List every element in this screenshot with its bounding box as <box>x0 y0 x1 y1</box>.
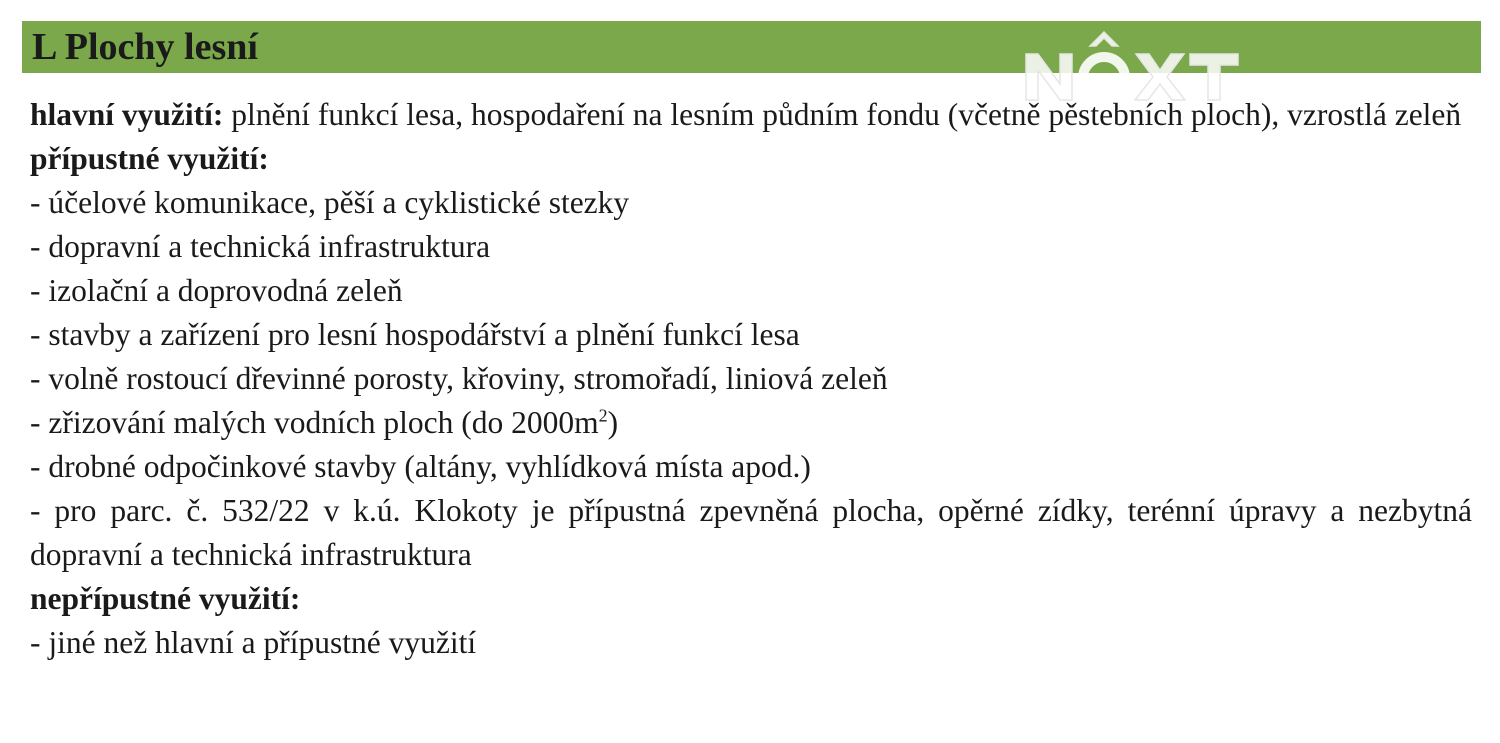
prohibited-item: - jiné než hlavní a přípustné využití <box>30 625 477 660</box>
water-area-closing: ) <box>607 405 619 440</box>
main-use-paragraph <box>30 93 1472 137</box>
permitted-item-parcel: - pro parc. č. 532/22 v k.ú. Klokoty je přípustná zpevněná plocha, opěrné zídky, terénní úpravy a nezbytná dopravní a technická infrastruktura <box>30 493 1472 572</box>
area-unit-superscript: 2 <box>598 405 608 426</box>
permitted-use-label: přípustné využití: <box>30 141 269 176</box>
regulation-content <box>30 93 1472 665</box>
permitted-item: - stavby a zařízení pro lesní hospodářství a plnění funkcí lesa <box>30 317 800 352</box>
prohibited-use-label: nepřípustné využití: <box>30 581 301 616</box>
water-area-text: - zřizování malých vodních ploch (do 2000m <box>30 405 599 440</box>
section-heading-bar <box>22 21 1481 73</box>
permitted-item-water-area <box>30 401 1472 445</box>
main-use-label: hlavní využití: <box>30 97 224 132</box>
permitted-item: - drobné odpočinkové stavby (altány, vyhlídková místa apod.) <box>30 449 811 484</box>
permitted-item: - izolační a doprovodná zeleň <box>30 273 403 308</box>
permitted-item: - dopravní a technická infrastruktura <box>30 229 491 264</box>
permitted-item: - volně rostoucí dřevinné porosty, křoviny, stromořadí, liniová zeleň <box>30 361 888 396</box>
section-title: L Plochy lesní <box>32 26 258 68</box>
main-use-text: plnění funkcí lesa, hospodaření na lesním půdním fondu (včetně pěstebních ploch), vzrostlá zeleň <box>231 97 1462 132</box>
permitted-item: - účelové komunikace, pěší a cyklistické stezky <box>30 185 630 220</box>
